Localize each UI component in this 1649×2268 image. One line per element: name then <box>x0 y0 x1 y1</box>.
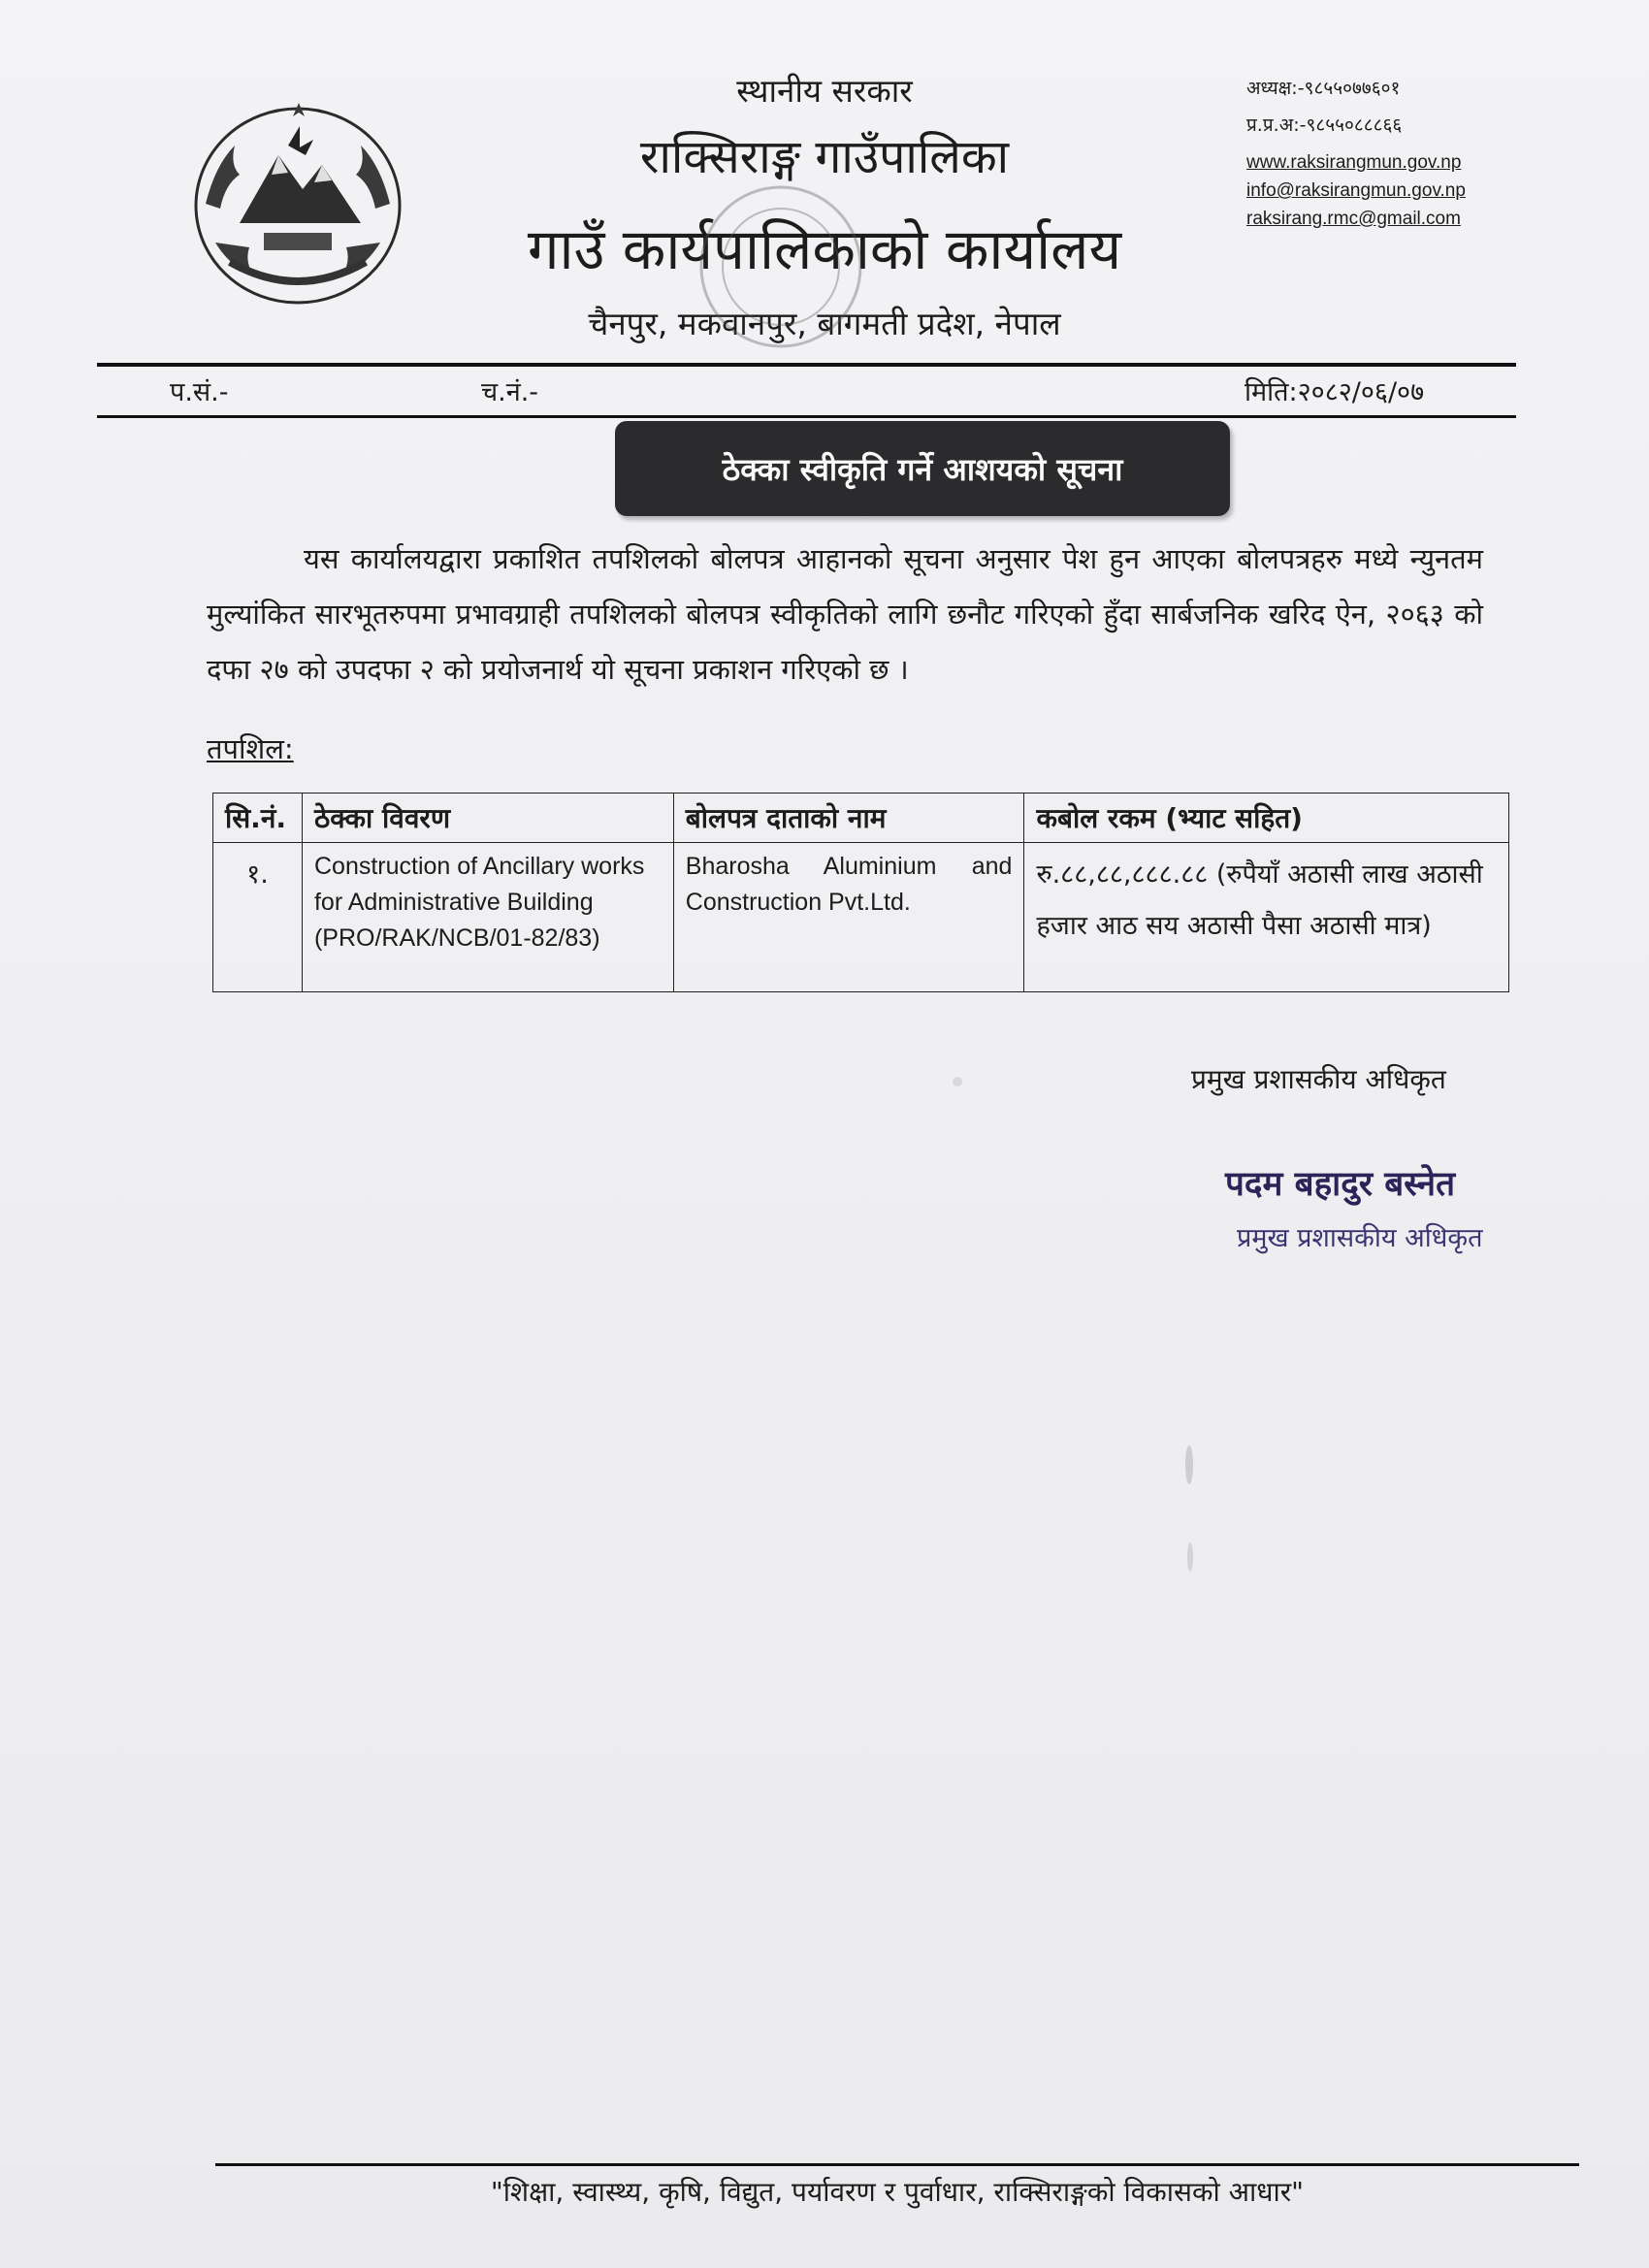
contact-block <box>1246 80 1466 238</box>
header-office-name: गाउँ कार्यपालिकाको कार्यालय <box>527 216 1122 282</box>
scan-speck <box>1187 1542 1193 1571</box>
tapasil-label: तपशिल: <box>207 732 294 765</box>
cell-amount: रु.८८,८८,८८८.८८ (रुपैयाँ अठासी लाख अठासी हजार आठ सय अठासी पैसा अठासी मात्र) <box>1024 843 1509 992</box>
contact-cao-phone: प्र.प्र.अ:-९८५५०८८८६६ <box>1246 114 1403 136</box>
table-row <box>213 843 1509 992</box>
office-seal-stamp-icon <box>669 179 892 354</box>
header-municipality-name: राक्सिराङ्ग गाउँपालिका <box>639 130 1010 184</box>
footer-slogan: "शिक्षा, स्वास्थ्य, कृषि, विद्युत, पर्यावरण र पुर्वाधार, राक्सिराङ्गको विकासको आधार" <box>490 2176 1305 2208</box>
notice-paragraph: यस कार्यालयद्वारा प्रकाशित तपशिलको बोलपत्र आहानको सूचना अनुसार पेश हुन आएका बोलपत्रहरु मध्ये न्युनतम मुल्यांकित सारभूतरुपमा प्रभावग्राही तपशिलको बोलपत्र स्वीकृतिको लागि छनौट गरिएको हुँदा सार्बजनिक खरिद ऐन, २०६३ को दफा २७ को उपदफा २ को प्रयोजनार्थ यो सूचना प्रकाशन गरिएको छ । <box>207 542 1483 686</box>
cell-bidder: Bharosha Aluminium and Construction Pvt.Ltd. <box>673 843 1024 992</box>
ref-date: मिति:२०८२/०६/०७ <box>1245 377 1425 407</box>
cell-contract: Construction of Ancillary works for Administrative Building (PRO/RAK/NCB/01-82/83) <box>302 843 673 992</box>
contact-website-link[interactable]: www.raksirangmun.gov.np <box>1246 152 1462 173</box>
signature-stamp-name: पदम बहादुर बस्नेत <box>1225 1165 1456 1204</box>
contact-chairperson-phone: अध्यक्ष:-९८५५०७७६०१ <box>1246 78 1401 99</box>
table-header-row <box>213 794 1509 843</box>
ref-pa-sa: प.सं.- <box>170 377 229 407</box>
col-header-bidder: बोलपत्र दाताको नाम <box>673 794 1024 843</box>
signatory-designation: प्रमुख प्रशासकीय अधिकृत <box>1191 1063 1446 1095</box>
cell-sn: १. <box>213 843 303 992</box>
col-header-contract: ठेक्का विवरण <box>302 794 673 843</box>
contact-email-link[interactable]: info@raksirangmun.gov.np <box>1246 180 1466 201</box>
header-divider-top <box>97 363 1516 367</box>
notice-title: ठेक्का स्वीकृति गर्ने आशयको सूचना <box>615 421 1230 516</box>
signature-stamp-title: प्रमुख प्रशासकीय अधिकृत <box>1237 1223 1483 1253</box>
col-header-sn: सि.नं. <box>213 794 303 843</box>
contract-table <box>212 793 1509 992</box>
header-divider-bottom <box>97 415 1516 418</box>
nepal-government-emblem-icon <box>186 97 409 315</box>
scan-speck <box>953 1077 962 1086</box>
footer-divider <box>215 2163 1579 2166</box>
scan-speck <box>1185 1445 1193 1484</box>
col-header-amount: कबोल रकम (भ्याट सहित) <box>1024 794 1509 843</box>
header-address: चैनपुर, मकवानपुर, बागमती प्रदेश, नेपाल <box>588 305 1061 342</box>
contact-gmail-link[interactable]: raksirang.rmc@gmail.com <box>1246 209 1461 229</box>
ref-cha-na: च.नं.- <box>481 377 539 407</box>
header-local-government: स्थानीय सरकार <box>736 72 913 110</box>
